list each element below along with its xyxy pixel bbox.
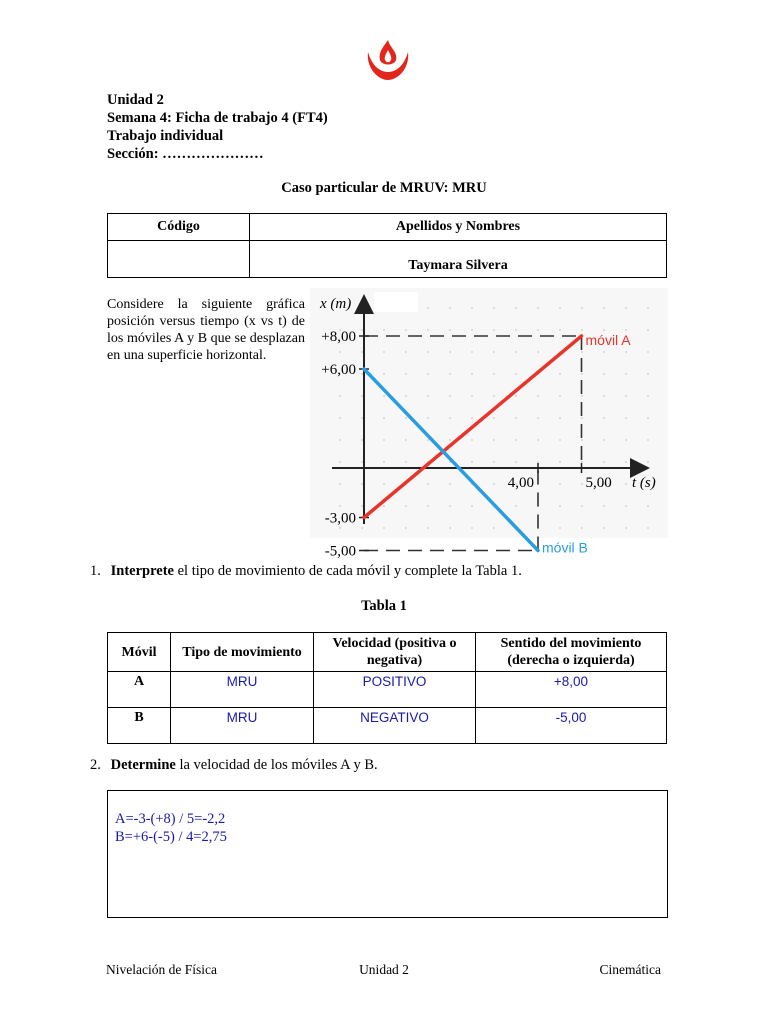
grid-dot <box>515 351 517 353</box>
grid-dot <box>625 505 627 507</box>
x-axis-label: t (s) <box>632 475 656 491</box>
grid-dot <box>361 351 363 353</box>
grid-dot <box>449 395 451 397</box>
grid-dot <box>603 307 605 309</box>
table-row <box>108 672 667 708</box>
grid-dot <box>427 439 429 441</box>
row-b-sentido[interactable]: -5,00 <box>476 708 667 744</box>
question-2 <box>90 757 378 774</box>
grid-dot <box>339 527 341 529</box>
grid-dot <box>361 439 363 441</box>
grid-dot <box>559 395 561 397</box>
grid-dot <box>361 505 363 507</box>
grid-dot <box>449 373 451 375</box>
grid-dot <box>537 417 539 419</box>
x-tick-label: 5,00 <box>585 475 612 491</box>
grid-dot <box>493 483 495 485</box>
university-logo-icon <box>364 38 412 82</box>
question-2-verb: Determine <box>110 757 176 773</box>
grid-dot <box>383 461 385 463</box>
grid-dot <box>383 329 385 331</box>
grid-dot <box>559 417 561 419</box>
grid-dot <box>581 307 583 309</box>
grid-dot <box>581 527 583 529</box>
grid-dot <box>559 307 561 309</box>
grid-dot <box>361 395 363 397</box>
grid-dot <box>361 461 363 463</box>
grid-dot <box>405 505 407 507</box>
grid-dot <box>625 395 627 397</box>
grid-dot <box>405 373 407 375</box>
question-1 <box>90 563 522 580</box>
footer-right: Cinemática <box>599 962 661 977</box>
grid-dot <box>603 417 605 419</box>
code-header: Código <box>108 214 250 241</box>
grid-dot <box>537 461 539 463</box>
grid-dot <box>581 373 583 375</box>
grid-dot <box>493 461 495 463</box>
grid-dot <box>427 307 429 309</box>
grid-dot <box>493 417 495 419</box>
grid-dot <box>383 373 385 375</box>
grid-dot <box>537 439 539 441</box>
question-2-number: 2. <box>90 757 101 773</box>
header-velocidad: Velocidad (positiva o negativa) <box>314 633 476 672</box>
grid-dot <box>361 373 363 375</box>
grid-dot <box>471 417 473 419</box>
grid-dot <box>603 461 605 463</box>
grid-dot <box>427 527 429 529</box>
grid-dot <box>493 439 495 441</box>
header-sentido: Sentido del movimiento (derecha o izquierda) <box>476 633 667 672</box>
grid-dot <box>427 329 429 331</box>
grid-dot <box>559 483 561 485</box>
series-label-a: móvil A <box>585 332 631 348</box>
grid-dot <box>515 439 517 441</box>
table-row <box>108 708 667 744</box>
grid-dot <box>625 373 627 375</box>
series-lines <box>364 332 631 556</box>
student-table <box>107 213 667 278</box>
grid-dot <box>449 527 451 529</box>
grid-dot <box>559 461 561 463</box>
name-header: Apellidos y Nombres <box>250 214 667 241</box>
grid-dot <box>603 329 605 331</box>
grid-dot <box>603 351 605 353</box>
footer-center: Unidad 2 <box>359 962 409 977</box>
grid-dot <box>581 461 583 463</box>
y-tick-label: -3,00 <box>324 510 356 527</box>
series-line-a <box>364 336 582 518</box>
grid-dot <box>405 351 407 353</box>
row-b-tipo[interactable]: MRU <box>171 708 314 744</box>
question-1-text: el tipo de movimiento de cada móvil y complete la Tabla 1. <box>173 563 522 579</box>
grid-dot <box>625 461 627 463</box>
grid-dot <box>537 395 539 397</box>
row-a-velocidad[interactable]: POSITIVO <box>314 672 476 708</box>
grid-dot <box>471 439 473 441</box>
grid-dot <box>581 417 583 419</box>
grid-dot <box>471 461 473 463</box>
grid-dot <box>339 417 341 419</box>
grid-dot <box>515 417 517 419</box>
y-tick-label: +6,00 <box>321 362 356 378</box>
grid-dot <box>625 483 627 485</box>
grid-dot <box>449 483 451 485</box>
grid-dot <box>427 483 429 485</box>
grid-dot <box>515 395 517 397</box>
question-1-number: 1. <box>90 563 101 579</box>
grid-dot <box>449 307 451 309</box>
page-title: Caso particular de MRUV: MRU <box>281 180 487 196</box>
grid-dot <box>361 527 363 529</box>
grid-dot <box>625 329 627 331</box>
grid-dot <box>427 373 429 375</box>
grid-dot <box>383 439 385 441</box>
grid-dot <box>647 351 649 353</box>
grid-dot <box>471 329 473 331</box>
grid-dot <box>559 505 561 507</box>
grid-dot <box>493 351 495 353</box>
grid-dot <box>647 439 649 441</box>
table-1-caption: Tabla 1 <box>361 598 407 614</box>
grid-dot <box>405 417 407 419</box>
grid-dot <box>405 439 407 441</box>
guide-lines <box>364 336 582 551</box>
grid-dot <box>471 307 473 309</box>
grid-dot <box>647 373 649 375</box>
answer-line-b: B=+6-(-5) / 4=2,75 <box>115 829 227 845</box>
grid-dot <box>581 395 583 397</box>
code-cell[interactable] <box>108 241 250 278</box>
grid-dot <box>339 395 341 397</box>
y-tick-label: +8,00 <box>321 329 356 345</box>
header-tipo: Tipo de movimiento <box>171 633 314 672</box>
document-header <box>107 91 328 163</box>
grid-dot <box>581 351 583 353</box>
grid-dot <box>603 439 605 441</box>
grid-dot <box>537 351 539 353</box>
grid-dot <box>449 417 451 419</box>
grid-dot <box>647 395 649 397</box>
grid-dot <box>647 417 649 419</box>
grid-dot <box>581 329 583 331</box>
grid-dot <box>471 395 473 397</box>
grid-dot <box>449 505 451 507</box>
grid-dot <box>625 417 627 419</box>
row-a-movil: A <box>108 672 171 708</box>
grid-dot <box>581 483 583 485</box>
grid-dot <box>603 395 605 397</box>
week-label: Semana 4: Ficha de trabajo 4 (FT4) <box>107 110 328 126</box>
row-b-movil: B <box>108 708 171 744</box>
position-time-chart <box>310 288 668 560</box>
grid-dot <box>405 329 407 331</box>
grid-dot <box>493 373 495 375</box>
row-a-sentido[interactable]: +8,00 <box>476 672 667 708</box>
grid-dot <box>405 527 407 529</box>
grid-dot <box>339 439 341 441</box>
grid-dot <box>603 527 605 529</box>
grid-dot <box>559 373 561 375</box>
grid-dot <box>427 351 429 353</box>
section-label: Sección: ………………… <box>107 146 264 162</box>
grid-dot <box>405 461 407 463</box>
grid-dot <box>647 527 649 529</box>
y-tick-label: -5,00 <box>324 543 356 560</box>
question-1-verb: Interprete <box>110 563 174 579</box>
grid-dot <box>581 505 583 507</box>
grid-dot <box>493 329 495 331</box>
grid-dot <box>471 505 473 507</box>
question-2-text: la velocidad de los móviles A y B. <box>175 757 378 773</box>
grid-dot <box>427 417 429 419</box>
grid-dot <box>559 329 561 331</box>
table-1 <box>107 632 667 744</box>
series-label-b: móvil B <box>542 539 588 556</box>
grid-dot <box>339 505 341 507</box>
grid-dot <box>405 395 407 397</box>
grid-dot <box>515 505 517 507</box>
grid-dot <box>493 527 495 529</box>
grid-dot <box>383 351 385 353</box>
row-b-velocidad[interactable]: NEGATIVO <box>314 708 476 744</box>
answer-line-a: A=-3-(+8) / 5=-2,2 <box>115 811 226 827</box>
grid-dot <box>647 505 649 507</box>
grid-dot <box>339 483 341 485</box>
grid-dot <box>647 329 649 331</box>
grid-dot <box>625 351 627 353</box>
grid-dot <box>449 439 451 441</box>
grid-dot <box>449 329 451 331</box>
grid-dot <box>361 417 363 419</box>
y-axis-label: x (m) <box>320 296 352 312</box>
grid-dot <box>581 439 583 441</box>
grid-dot <box>383 483 385 485</box>
grid-dot <box>449 351 451 353</box>
work-type-label: Trabajo individual <box>107 128 224 144</box>
grid-dot <box>339 351 341 353</box>
grid-dot <box>647 307 649 309</box>
grid-dot <box>383 505 385 507</box>
name-cell[interactable]: Taymara Silvera <box>250 241 667 278</box>
grid-dot <box>625 307 627 309</box>
grid-dot <box>383 395 385 397</box>
grid-dot <box>647 461 649 463</box>
grid-dot <box>427 395 429 397</box>
row-a-tipo[interactable]: MRU <box>171 672 314 708</box>
grid-dot <box>515 329 517 331</box>
grid-dot <box>537 329 539 331</box>
grid-dot <box>493 395 495 397</box>
grid-dot <box>603 505 605 507</box>
footer-left: Nivelación de Física <box>106 962 217 977</box>
unit-label: Unidad 2 <box>107 92 164 108</box>
grid-dot <box>361 307 363 309</box>
grid-dot <box>515 373 517 375</box>
grid-dot <box>471 373 473 375</box>
grid-dot <box>559 439 561 441</box>
grid-dot <box>625 527 627 529</box>
grid-dot <box>383 417 385 419</box>
grid-dot <box>361 483 363 485</box>
grid-dot <box>471 527 473 529</box>
intro-text: Considere la siguiente gráfica posición versus tiempo (x vs t) de los móviles A y B que se desplazan en una superficie horizontal. <box>107 297 305 363</box>
grid-dot <box>383 527 385 529</box>
x-tick-label: 4,00 <box>507 475 534 491</box>
grid-dot <box>427 505 429 507</box>
grid-dot <box>625 439 627 441</box>
grid-dot <box>537 307 539 309</box>
answer-box[interactable] <box>107 790 668 918</box>
header-movil: Móvil <box>108 633 171 672</box>
grid-dot <box>471 351 473 353</box>
grid-dot <box>603 373 605 375</box>
grid-dot <box>559 527 561 529</box>
grid-dot <box>361 329 363 331</box>
grid-dot <box>515 307 517 309</box>
grid-dot <box>339 461 341 463</box>
grid-dot <box>493 307 495 309</box>
grid-dot <box>515 461 517 463</box>
